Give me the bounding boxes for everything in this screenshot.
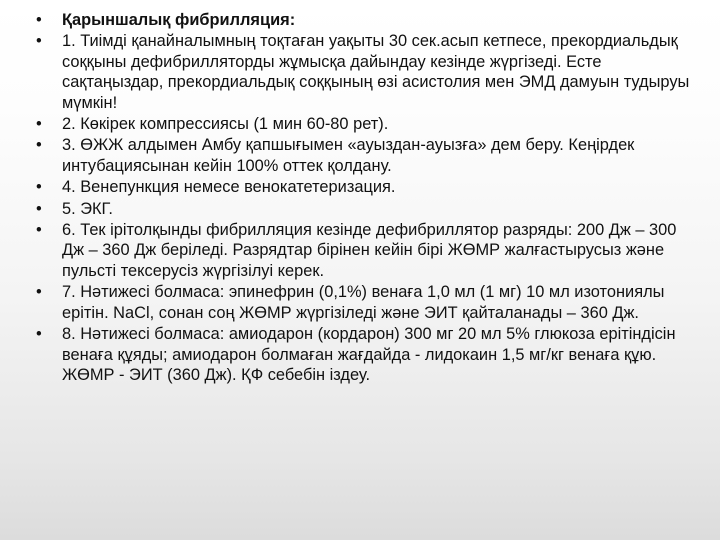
step-text: 3. ӨЖЖ алдымен Амбу қапшығымен «ауыздан-ауызға» дем беру. Кеңірдек интубациясынан кейін 100% оттек қолдану. bbox=[62, 136, 635, 175]
list-item-step-1 bbox=[36, 31, 700, 113]
bullet-icon: • bbox=[36, 283, 42, 302]
list-item-step-4 bbox=[36, 177, 700, 197]
bullet-icon: • bbox=[36, 115, 42, 134]
bullet-icon: • bbox=[36, 11, 42, 29]
step-text: 4. Венепункция немесе венокатетеризация. bbox=[62, 178, 396, 197]
step-text: 6. Тек ірітолқынды фибрилляция кезінде дефибриллятор разряды: 200 Дж – 300 Дж – 360 Дж беріледі. Разрядтар бірінен кейін бірі ЖӨМР жалғастырусыз және пульсті тексерусіз жүргізілуі керек. bbox=[62, 221, 677, 280]
bullet-icon: • bbox=[36, 178, 42, 197]
step-text: 8. Нәтижесі болмаса: амиодарон (кордарон) 300 мг 20 мл 5% глюкоза ерітіндісін венаға құяды; амиодарон болмаған жағдайда - лидокаин 1,5 мг/кг венаға құю. ЖӨМР - ЭИТ (360 Дж). ҚФ себебін іздеу. bbox=[62, 325, 676, 384]
list-item-step-5 bbox=[36, 199, 700, 219]
heading-text: Қарыншалық фибрилляция: bbox=[62, 11, 296, 29]
bullet-icon: • bbox=[36, 136, 42, 155]
bullet-icon: • bbox=[36, 325, 42, 344]
list-item-step-6 bbox=[36, 220, 700, 281]
list-item-title bbox=[36, 10, 700, 30]
step-text: 1. Тиімді қанайналымның тоқтаған уақыты 30 сек.асып кетпесе, прекордиальдық соққыны дефибрилляторды жұмысқа дайындау кезінде жүргізеді. Есте сақтаңыздар, прекордиальдық соққының өзі асистолия мен ЭМД дамуын тудыруы мүмкін! bbox=[62, 32, 690, 112]
bullet-icon: • bbox=[36, 199, 42, 218]
step-text: 5. ЭКГ. bbox=[62, 199, 113, 218]
step-text: 7. Нәтижесі болмаса: эпинефрин (0,1%) венаға 1,0 мл (1 мг) 10 мл изотониялы ерітін. NaCl, сонан соң ЖӨМР жүргізіледі және ЭИТ қайталанады – 360 Дж. bbox=[62, 283, 665, 322]
bullet-list bbox=[36, 10, 700, 386]
step-text: 2. Көкірек компрессиясы (1 мин 60-80 рет). bbox=[62, 115, 389, 134]
list-item-step-3 bbox=[36, 135, 700, 176]
list-item-step-7 bbox=[36, 282, 700, 323]
bullet-icon: • bbox=[36, 32, 42, 51]
list-item-step-8 bbox=[36, 324, 700, 385]
bullet-icon: • bbox=[36, 221, 42, 240]
list-item-step-2 bbox=[36, 114, 700, 134]
